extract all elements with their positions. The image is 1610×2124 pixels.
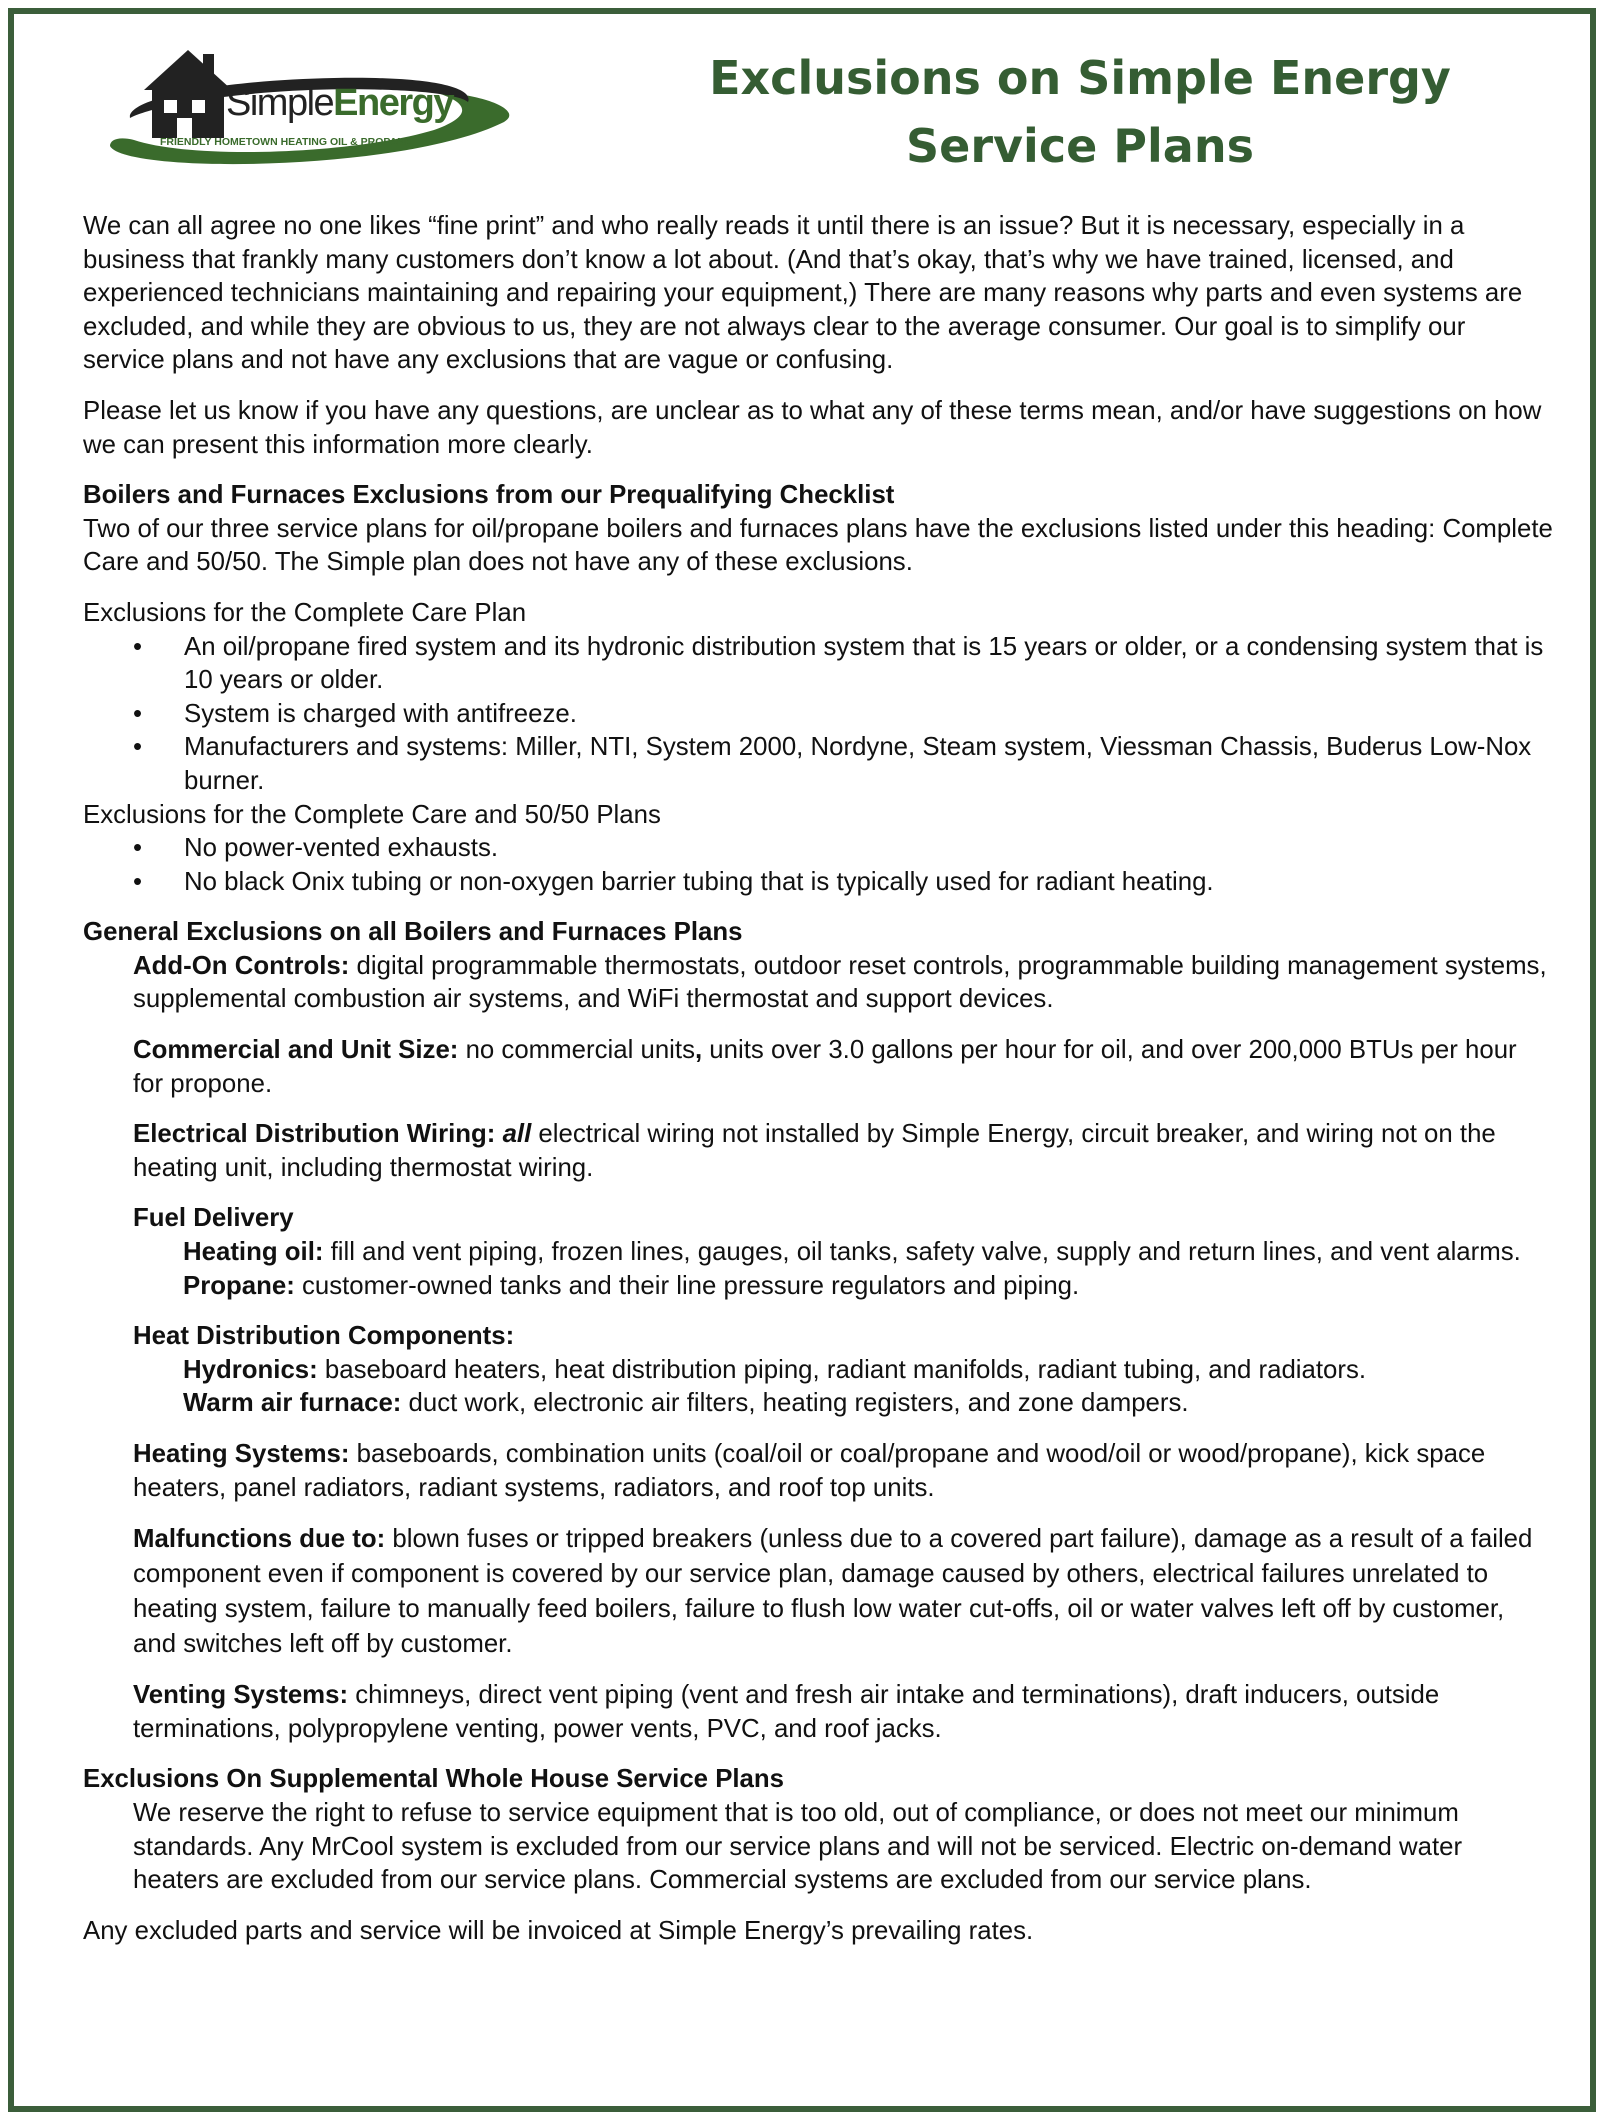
logo-wordmark: [226, 82, 453, 125]
heating-systems-text: baseboards, combination units (coal/oil or coal/propane and wood/oil or wood/propane), kick space heaters, panel radiators, radiant systems, radiators, and roof top units.: [133, 1440, 1486, 1502]
simple-energy-logo: [104, 44, 516, 170]
page-title-line2: Service Plans: [906, 119, 1254, 173]
commercial-entry: [83, 1034, 1553, 1101]
heating-oil-text: fill and vent piping, frozen lines, gauges, oil tanks, safety valve, supply and return lines, and vent alarms.: [323, 1238, 1521, 1267]
venting-text: chimneys, direct vent piping (vent and fresh air intake and terminations), draft inducers, outside terminations, polypropylene venting, power vents, PVC, and roof jacks.: [133, 1681, 1440, 1743]
electrical-label: Electrical Distribution Wiring:: [133, 1120, 496, 1149]
malfunctions-label: Malfunctions due to:: [133, 1525, 386, 1554]
addon-controls-entry: [83, 950, 1553, 1017]
footer-note: Any excluded parts and service will be invoiced at Simple Energy’s prevailing rates.: [83, 1916, 1034, 1945]
warm-air-entry: [83, 1387, 1553, 1421]
electrical-text: electrical wiring not installed by Simple Energy, circuit breaker, and wiring not on the heating unit, including thermostat wiring.: [133, 1120, 1496, 1182]
addon-controls-text: digital programmable thermostats, outdoor reset controls, programmable building management systems, supplemental combustion air systems, and WiFi thermostat and support devices.: [133, 951, 1547, 1014]
complete-care-list: [83, 631, 1553, 799]
fuel-delivery-label: Fuel Delivery: [133, 1204, 294, 1233]
electrical-entry: [83, 1118, 1553, 1185]
heating-oil-label: Heating oil:: [183, 1238, 324, 1267]
list-item: • No black Onix tubing or non-oxygen barrier tubing that is typically used for radiant heating.: [83, 866, 1553, 900]
general-heading: General Exclusions on all Boilers and Furnaces Plans: [83, 918, 743, 947]
prequal-heading: Boilers and Furnaces Exclusions from our Prequalifying Checklist: [83, 481, 895, 510]
propane-label: Propane:: [183, 1271, 295, 1300]
venting-entry: [83, 1679, 1553, 1746]
list-item: • An oil/propane fired system and its hydronic distribution system that is 15 years or older, or a condensing system that is 10 years or older.: [83, 631, 1553, 698]
heating-systems-label: Heating Systems:: [133, 1440, 350, 1468]
both-plans-list: [83, 832, 1553, 899]
complete-care-label: Exclusions for the Complete Care Plan: [83, 598, 527, 627]
heat-distribution-label: Heat Distribution Components:: [133, 1322, 515, 1351]
malfunctions-text: blown fuses or tripped breakers (unless due to a covered part failure), damage as a result of a failed component even if component is covered by our service plan, damage caused by others, electrical failures unrelated to heating system, failure to manually feed boilers, failure to flush low water cut-offs, oil or water valves left off by customer, and switches left off by customer.: [133, 1525, 1533, 1659]
propane-entry: [83, 1270, 1553, 1304]
prequal-text: Two of our three service plans for oil/propane boilers and furnaces plans have the exclusions listed under this heading: Complete Care and 50/50. The Simple plan does not have any of these exclusions.: [83, 514, 1553, 577]
page-title-line1: Exclusions on Simple Energy: [709, 51, 1451, 105]
logo-word-energy: Energy: [333, 82, 453, 124]
malfunctions-entry: [83, 1522, 1553, 1662]
warm-air-text: duct work, electronic air filters, heating registers, and zone dampers.: [401, 1389, 1189, 1418]
intro-paragraph-2: Please let us know if you have any questions, are unclear as to what any of these terms mean, and/or have suggestions on how we can present this information more clearly.: [83, 396, 1542, 459]
page-title: [640, 44, 1520, 180]
heating-systems-entry: [83, 1438, 1553, 1505]
logo-word-simple: Simple: [226, 82, 334, 124]
both-plans-label: Exclusions for the Complete Care and 50/50 Plans: [83, 800, 661, 829]
venting-label: Venting Systems:: [133, 1681, 349, 1710]
list-item: • No power-vented exhausts.: [83, 832, 1553, 866]
warm-air-label: Warm air furnace:: [183, 1389, 402, 1418]
heating-oil-entry: [83, 1236, 1553, 1270]
addon-controls-label: Add-On Controls:: [133, 951, 350, 980]
supplemental-heading: Exclusions On Supplemental Whole House Service Plans: [83, 1765, 785, 1794]
electrical-all: all: [502, 1120, 532, 1149]
list-item: • System is charged with antifreeze.: [83, 698, 1553, 732]
commercial-label: Commercial and Unit Size:: [133, 1036, 459, 1065]
intro-paragraph-1: We can all agree no one likes “fine print” and who really reads it until there is an issue? But it is necessary, especially in a business that frankly many customers don’t know a lot about. (And that’s okay, that’s why we have trained, licensed, and experienced technicians maintaining and repairing your equipment,) There are many reasons why parts and even systems are excluded, and while they are obvious to us, they are not always clear to the average consumer. Our goal is to simplify our service plans and not have any exclusions that are vague or confusing.: [83, 212, 1523, 375]
list-item: • Manufacturers and systems: Miller, NTI, System 2000, Nordyne, Steam system, Viessman Chassis, Buderus Low-Nox burner.: [83, 731, 1553, 798]
propane-text: customer-owned tanks and their line pressure regulators and piping.: [294, 1271, 1080, 1300]
supplemental-text: We reserve the right to refuse to service equipment that is too old, out of compliance, or does not meet our minimum standards. Any MrCool system is excluded from our service plans and will not be serviced. Electric on-demand water heaters are excluded from our service plans. Commercial systems are excluded from our service plans.: [133, 1798, 1463, 1895]
commercial-text-a: no commercial units: [458, 1036, 695, 1065]
hydronics-text: baseboard heaters, heat distribution piping, radiant manifolds, radiant tubing, and radiators.: [317, 1355, 1367, 1384]
logo-tagline: FRIENDLY HOMETOWN HEATING OIL & PROPANE: [160, 136, 412, 148]
document-body: [83, 210, 1553, 1948]
commercial-comma: ,: [694, 1036, 703, 1065]
hydronics-entry: [83, 1354, 1553, 1388]
hydronics-label: Hydronics:: [183, 1355, 318, 1384]
commercial-text-b: units over 3.0 gallons per hour for oil, and over 200,000 BTUs per hour for propone.: [133, 1036, 1517, 1098]
